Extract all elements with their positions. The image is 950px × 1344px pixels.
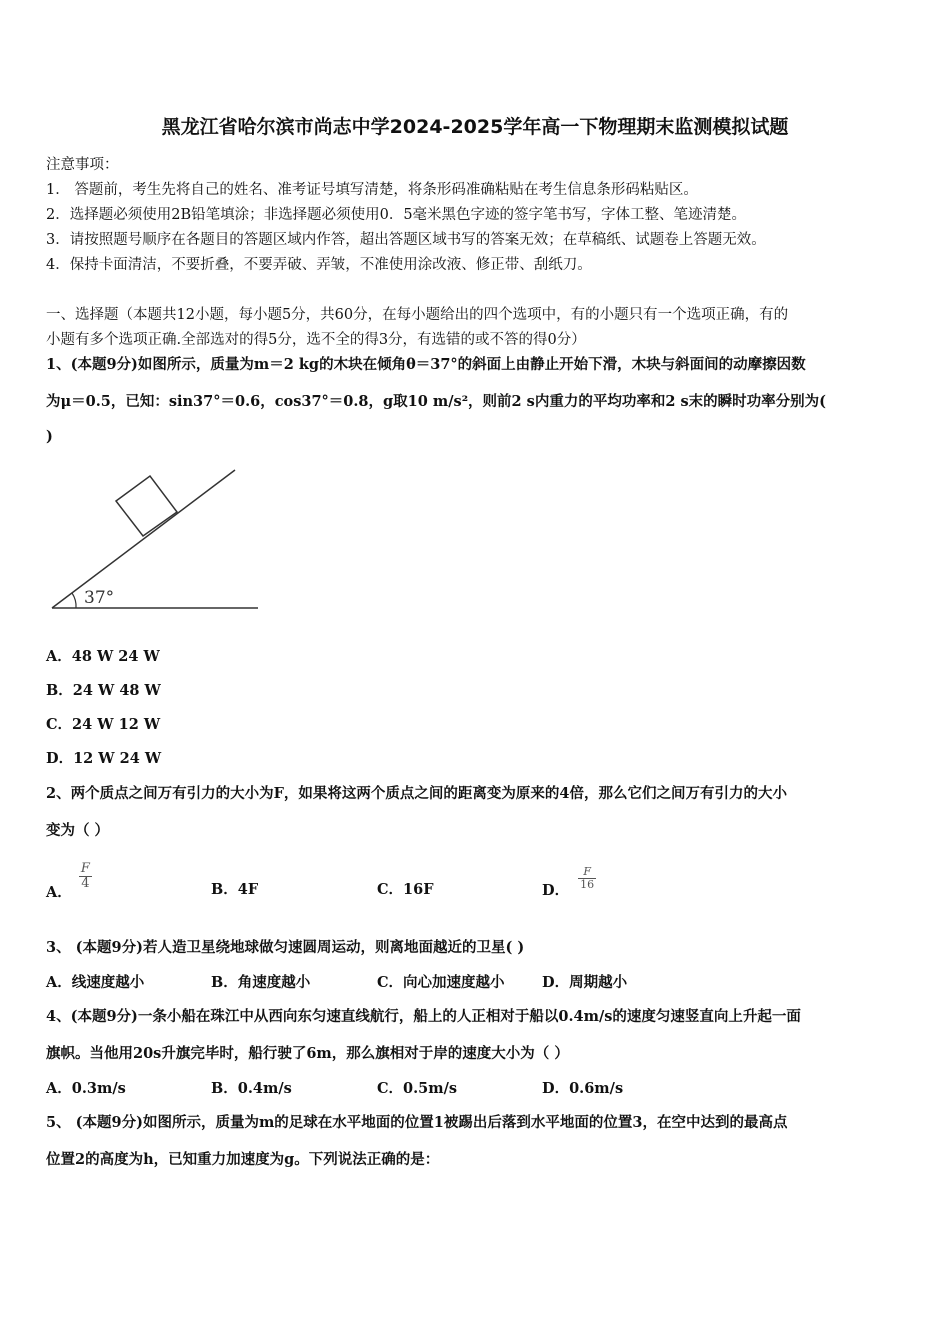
q1-line-3: ) (46, 428, 53, 445)
q3-option-b[interactable]: B．角速度越小 (211, 974, 311, 991)
q2-line-2: 变为（ ） (46, 822, 110, 839)
q4-option-c[interactable]: C．0.5m/s (377, 1080, 458, 1097)
q2-option-a[interactable] (46, 852, 90, 901)
q4-line-2: 旗帜。当他用20s升旗完毕时，船行驶了6m，那么旗相对于岸的速度大小为（ ） (46, 1045, 569, 1062)
q1-option-c[interactable]: C．24 W 12 W (46, 716, 161, 733)
notice-item-4: 4．保持卡面清洁，不要折叠，不要弄破、弄皱，不准使用涂改液、修正带、刮纸刀。 (46, 257, 592, 273)
q5-line-1: 5、 (本题9分)如图所示，质量为m的足球在水平地面的位置1被踢出后落到水平地面的位置3，在空中达到的最高点 (46, 1114, 788, 1131)
q2-option-d-label: D． (542, 881, 570, 899)
q4-option-a[interactable]: A．0.3m/s (46, 1080, 126, 1097)
fraction-denominator: 16 (580, 878, 595, 891)
q1-option-b[interactable]: B．24 W 48 W (46, 682, 161, 699)
q4-option-b[interactable]: B．0.4m/s (211, 1080, 292, 1097)
q1-option-a[interactable]: A．48 W 24 W (46, 648, 160, 665)
fraction-numerator: F (80, 861, 90, 876)
q2-option-a-fraction (79, 862, 92, 891)
q1-line-2: 为μ＝0.5，已知：sin37°＝0.6，cos37°＝0.8，g取10 m/s²，则前2 s内重力的平均功率和2 s末的瞬时功率分别为( (46, 393, 827, 410)
q2-option-b[interactable]: B．4F (211, 881, 259, 898)
page-title: 黑龙江省哈尔滨市尚志中学2024-2025学年高一下物理期末监测模拟试题 (161, 116, 789, 138)
q2-line-1: 2、两个质点之间万有引力的大小为F，如果将这两个质点之间的距离变为原来的4倍，那么它们之间万有引力的大小 (46, 785, 787, 802)
q5-line-2: 位置2的高度为h，已知重力加速度为g。下列说法正确的是： (46, 1151, 440, 1168)
incline-diagram (46, 462, 266, 614)
q3-line-1: 3、 (本题9分)若人造卫星绕地球做匀速圆周运动，则离地面越近的卫星( ) (46, 939, 525, 956)
angle-arc (72, 593, 76, 608)
q2-option-d[interactable] (542, 856, 595, 899)
fraction-denominator: 4 (79, 876, 92, 891)
notice-item-2: 2．选择题必须使用2B铅笔填涂；非选择题必须使用0．5毫米黑色字迹的签字笔书写，字体工整、笔迹清楚。 (46, 207, 747, 223)
q4-option-d[interactable]: D．0.6m/s (542, 1080, 624, 1097)
notice-heading: 注意事项： (46, 157, 119, 173)
fraction-numerator: F (583, 865, 591, 878)
q1-line-1: 1、(本题9分)如图所示，质量为m＝2 kg的木块在倾角θ＝37°的斜面上由静止开始下滑，木块与斜面间的动摩擦因数 (46, 356, 806, 373)
notice-item-1: 1． 答题前，考生先将自己的姓名、准考证号填写清楚，将条形码准确粘贴在考生信息条形码粘贴区。 (46, 182, 698, 198)
incline-line (52, 470, 235, 608)
q1-option-d[interactable]: D．12 W 24 W (46, 750, 162, 767)
q2-option-c[interactable]: C．16F (377, 881, 434, 898)
section-intro-line-2: 小题有多个选项正确.全部选对的得5分，选不全的得3分，有选错的或不答的得0分） (46, 332, 586, 348)
q3-option-a[interactable]: A．线速度越小 (46, 974, 145, 991)
q2-option-a-label: A． (46, 883, 72, 901)
q3-option-d[interactable]: D．周期越小 (542, 974, 628, 991)
block-shape (116, 476, 177, 536)
angle-label: 37° (84, 588, 115, 608)
q3-option-c[interactable]: C．向心加速度越小 (377, 974, 505, 991)
q4-line-1: 4、(本题9分)一条小船在珠江中从西向东匀速直线航行，船上的人正相对于船以0.4m/s的速度匀速竖直向上升起一面 (46, 1008, 801, 1025)
notice-item-3: 3．请按照题号顺序在各题目的答题区域内作答，超出答题区域书写的答案无效；在草稿纸、试题卷上答题无效。 (46, 232, 766, 248)
q2-option-d-fraction (578, 866, 596, 891)
section-intro-line-1: 一、选择题（本题共12小题，每小题5分，共60分，在每小题给出的四个选项中，有的小题只有一个选项正确，有的 (46, 307, 789, 323)
